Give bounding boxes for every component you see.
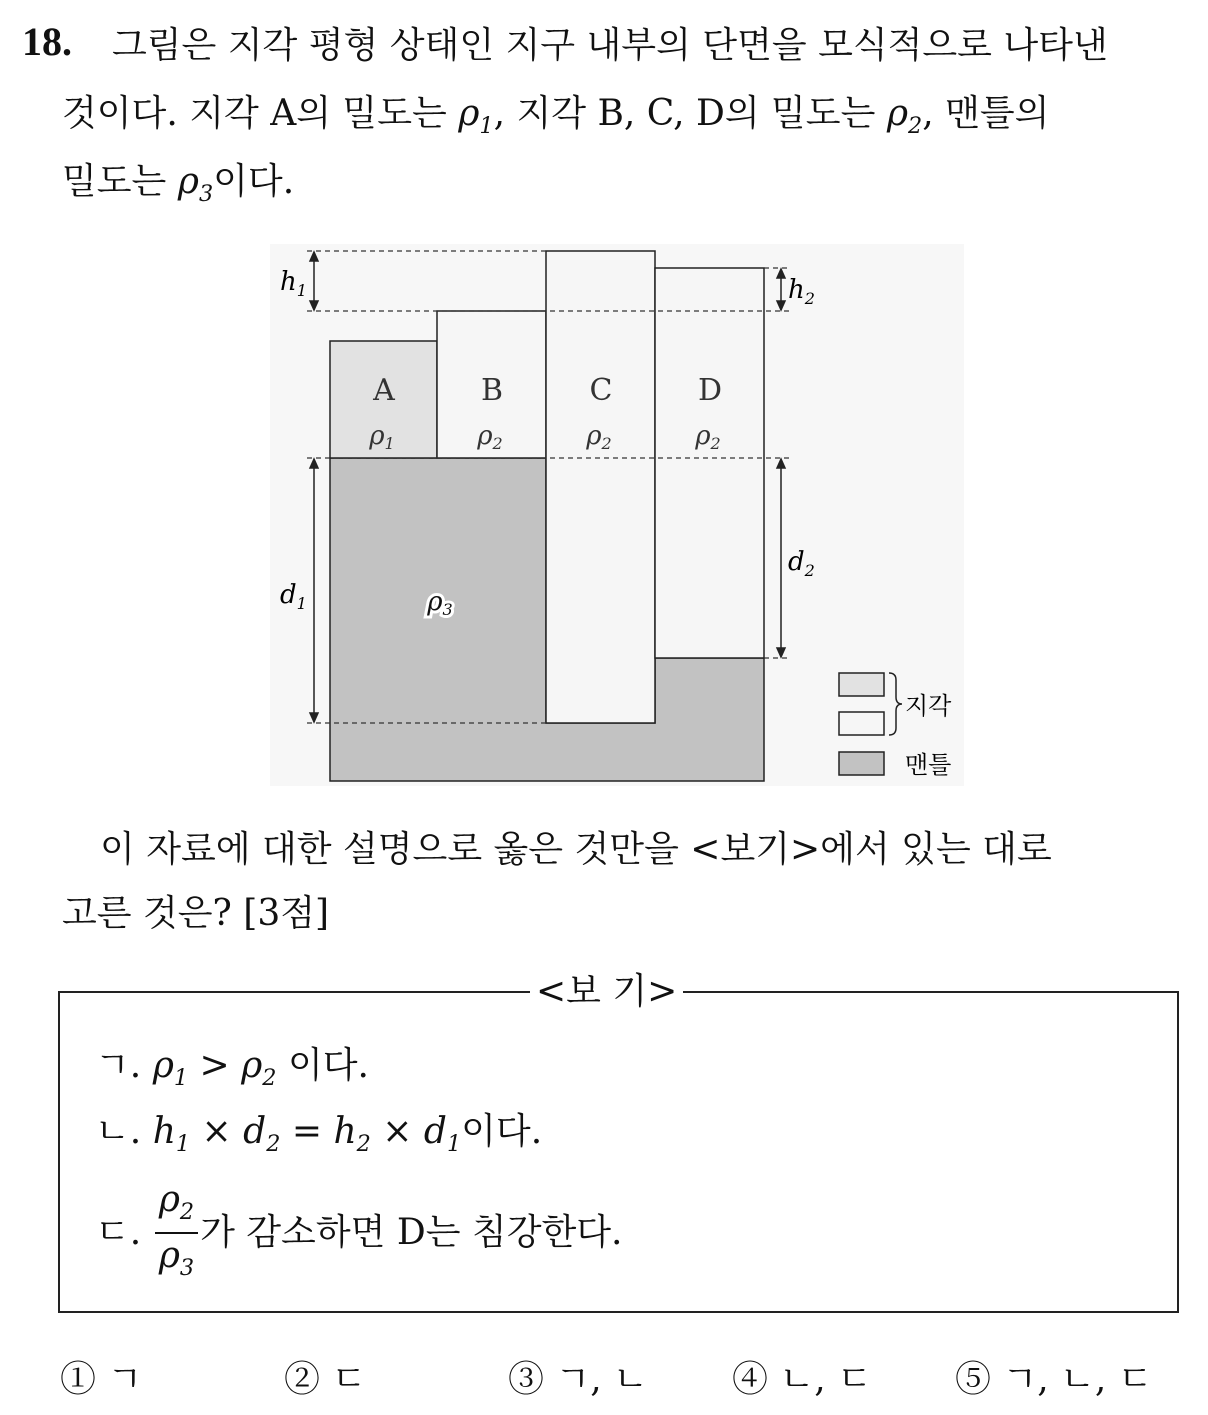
- block-c-density: ρ2: [586, 421, 612, 453]
- crust-block-c: [546, 251, 655, 723]
- legend-crust-swatch-dark: [839, 673, 884, 696]
- block-d-density: ρ2: [695, 421, 721, 453]
- block-a-label: A: [373, 373, 395, 408]
- rho1-symbol: $\rho_1$: [458, 93, 494, 140]
- legend-mantle-label: 맨틀: [905, 751, 952, 779]
- rho3-symbol: $\rho_3$: [177, 161, 214, 208]
- prompt-line1: 이 자료에 대한 설명으로 옳은 것만을 <보기>에서 있는 대로: [100, 829, 1052, 870]
- h1-label: $h_1$: [280, 267, 307, 300]
- block-b-density: ρ2: [477, 421, 503, 453]
- block-a-density: ρ1: [369, 421, 395, 453]
- block-c-label: C: [589, 373, 613, 408]
- d1-label: $d_1$: [280, 580, 307, 613]
- question-stem-line1: 그림은 지각 평형 상태인 지구 내부의 단면을 모식적으로 나타낸: [112, 25, 1108, 66]
- question-stem-line3: 밀도는 $\rho_3$이다.: [62, 161, 295, 208]
- choice-4[interactable]: ④ ㄴ, ㄷ: [732, 1359, 872, 1400]
- item2-math: $h_1 \times d_2 = h_2 \times d_1$: [152, 1111, 462, 1158]
- legend-mantle-swatch: [839, 752, 884, 775]
- choice-1[interactable]: ① ㄱ: [60, 1359, 143, 1400]
- legend-crust-swatch-light: [839, 712, 884, 735]
- choice-2[interactable]: ② ㄷ: [284, 1359, 367, 1400]
- isostasy-figure: [270, 240, 970, 790]
- bogi-item-3: ㄷ. $\frac{\rho_2}{\rho_3}$ 가 감소하면 D는 침강한다.: [95, 1180, 622, 1290]
- item1-math: $\rho_1 > \rho_2$: [152, 1045, 277, 1092]
- block-d-label: D: [697, 373, 723, 408]
- choice-3[interactable]: ③ ㄱ, ㄴ: [508, 1359, 648, 1400]
- rho2-symbol: $\rho_2$: [886, 93, 923, 140]
- bogi-item-2: ㄴ. $h_1 \times d_2 = h_2 \times d_1$이다.: [95, 1111, 543, 1158]
- bogi-item-1: ㄱ. $\rho_1 > \rho_2$ 이다.: [95, 1045, 369, 1092]
- question-number: 18.: [22, 19, 72, 64]
- choice-5[interactable]: ⑤ ㄱ, ㄴ, ㄷ: [955, 1359, 1153, 1400]
- h2-label: $h_2$: [788, 275, 815, 308]
- mantle-density-label: ρ3: [427, 587, 453, 619]
- bogi-title: <보 기>: [530, 970, 683, 1014]
- legend-crust-label: 지각: [905, 692, 952, 720]
- rho2-over-rho3-fraction: $\frac{\rho_2}{\rho_3}$: [155, 1180, 198, 1290]
- d2-label: $d_2$: [788, 547, 815, 580]
- prompt-line2: 고른 것은? [3점]: [62, 893, 330, 934]
- question-stem-line2: 것이다. 지각 A의 밀도는 $\rho_1$, 지각 B, C, D의 밀도는 $\rho_2$, 맨틀의: [62, 93, 1050, 140]
- crust-block-d: [655, 268, 764, 658]
- block-b-label: B: [480, 373, 504, 408]
